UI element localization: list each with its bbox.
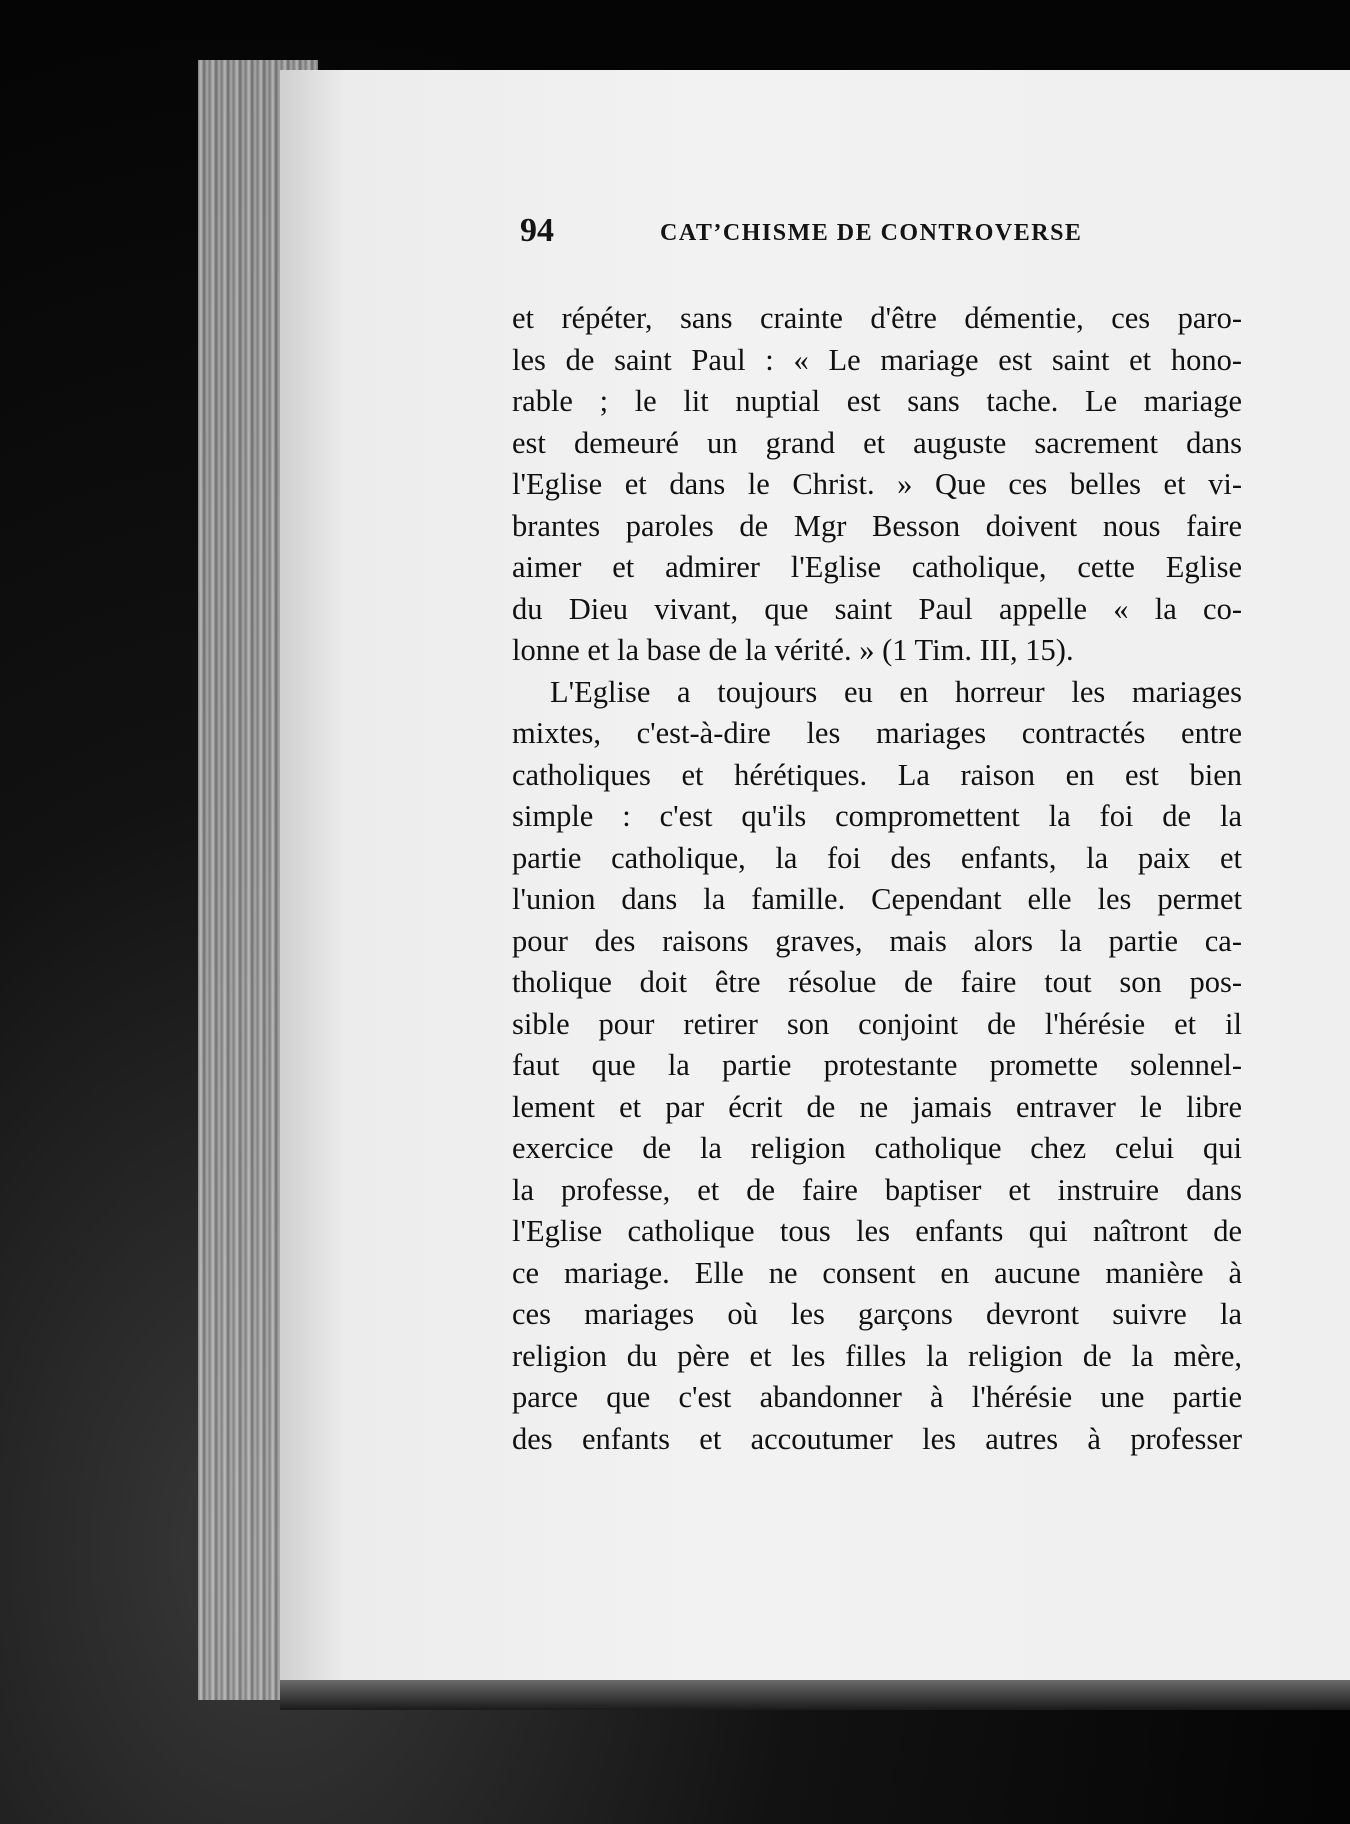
text-line: et répéter, sans crainte d'être démentie, ces paro- [512, 301, 1242, 335]
page-header [520, 212, 1120, 252]
text-line: pour des raisons graves, mais alors la partie ca- [512, 923, 1242, 958]
text-line: est demeuré un grand et auguste sacrement dans [512, 425, 1242, 460]
text-line: exercice de la religion catholique chez celui qui [512, 1131, 1242, 1165]
text-line: faut que la partie protestante promette solennel- [512, 1048, 1242, 1082]
paragraph-start-line: L'Eglise a toujours eu en horreur les mariages [550, 674, 1242, 709]
body-text [512, 298, 1242, 1460]
text-line: religion du père et les filles la religion de la mère, [512, 1338, 1242, 1373]
text-line: lement et par écrit de ne jamais entraver le libre [512, 1089, 1242, 1124]
text-line: l'Eglise catholique tous les enfants qui naîtront de [512, 1214, 1242, 1248]
text-line: des enfants et accoutumer les autres à professer [512, 1421, 1242, 1456]
page-number: 94 [520, 212, 554, 249]
text-line: la professe, et de faire baptiser et instruire dans [512, 1172, 1242, 1207]
running-head: CATʼCHISME DE CONTROVERSE [660, 220, 1083, 246]
text-line: lonne et la base de la vérité. » (1 Tim. III, 15). [512, 633, 1074, 667]
text-line: ce mariage. Elle ne consent en aucune manière à [512, 1255, 1242, 1290]
page-bottom-shadow [280, 1680, 1350, 1710]
text-line: les de saint Paul : « Le mariage est saint et hono- [512, 342, 1242, 377]
text-line: brantes paroles de Mgr Besson doivent nous faire [512, 508, 1242, 543]
text-line: partie catholique, la foi des enfants, la paix et [512, 840, 1242, 875]
text-line: rable ; le lit nuptial est sans tache. Le mariage [512, 384, 1242, 418]
text-line: sible pour retirer son conjoint de l'hérésie et il [512, 1006, 1242, 1041]
text-line: du Dieu vivant, que saint Paul appelle « la co- [512, 591, 1242, 626]
text-line: simple : c'est qu'ils compromettent la foi de la [512, 799, 1242, 833]
text-line: tholique doit être résolue de faire tout son pos- [512, 965, 1242, 999]
text-line: parce que c'est abandonner à l'hérésie une partie [512, 1380, 1242, 1414]
text-line: l'Eglise et dans le Christ. » Que ces belles et vi- [512, 467, 1242, 501]
text-line: l'union dans la famille. Cependant elle les permet [512, 882, 1242, 916]
text-line: mixtes, c'est-à-dire les mariages contractés entre [512, 716, 1242, 750]
text-line: ces mariages où les garçons devront suivre la [512, 1297, 1242, 1331]
text-line: catholiques et hérétiques. La raison en est bien [512, 757, 1242, 792]
text-line: aimer et admirer l'Eglise catholique, cette Eglise [512, 550, 1242, 584]
